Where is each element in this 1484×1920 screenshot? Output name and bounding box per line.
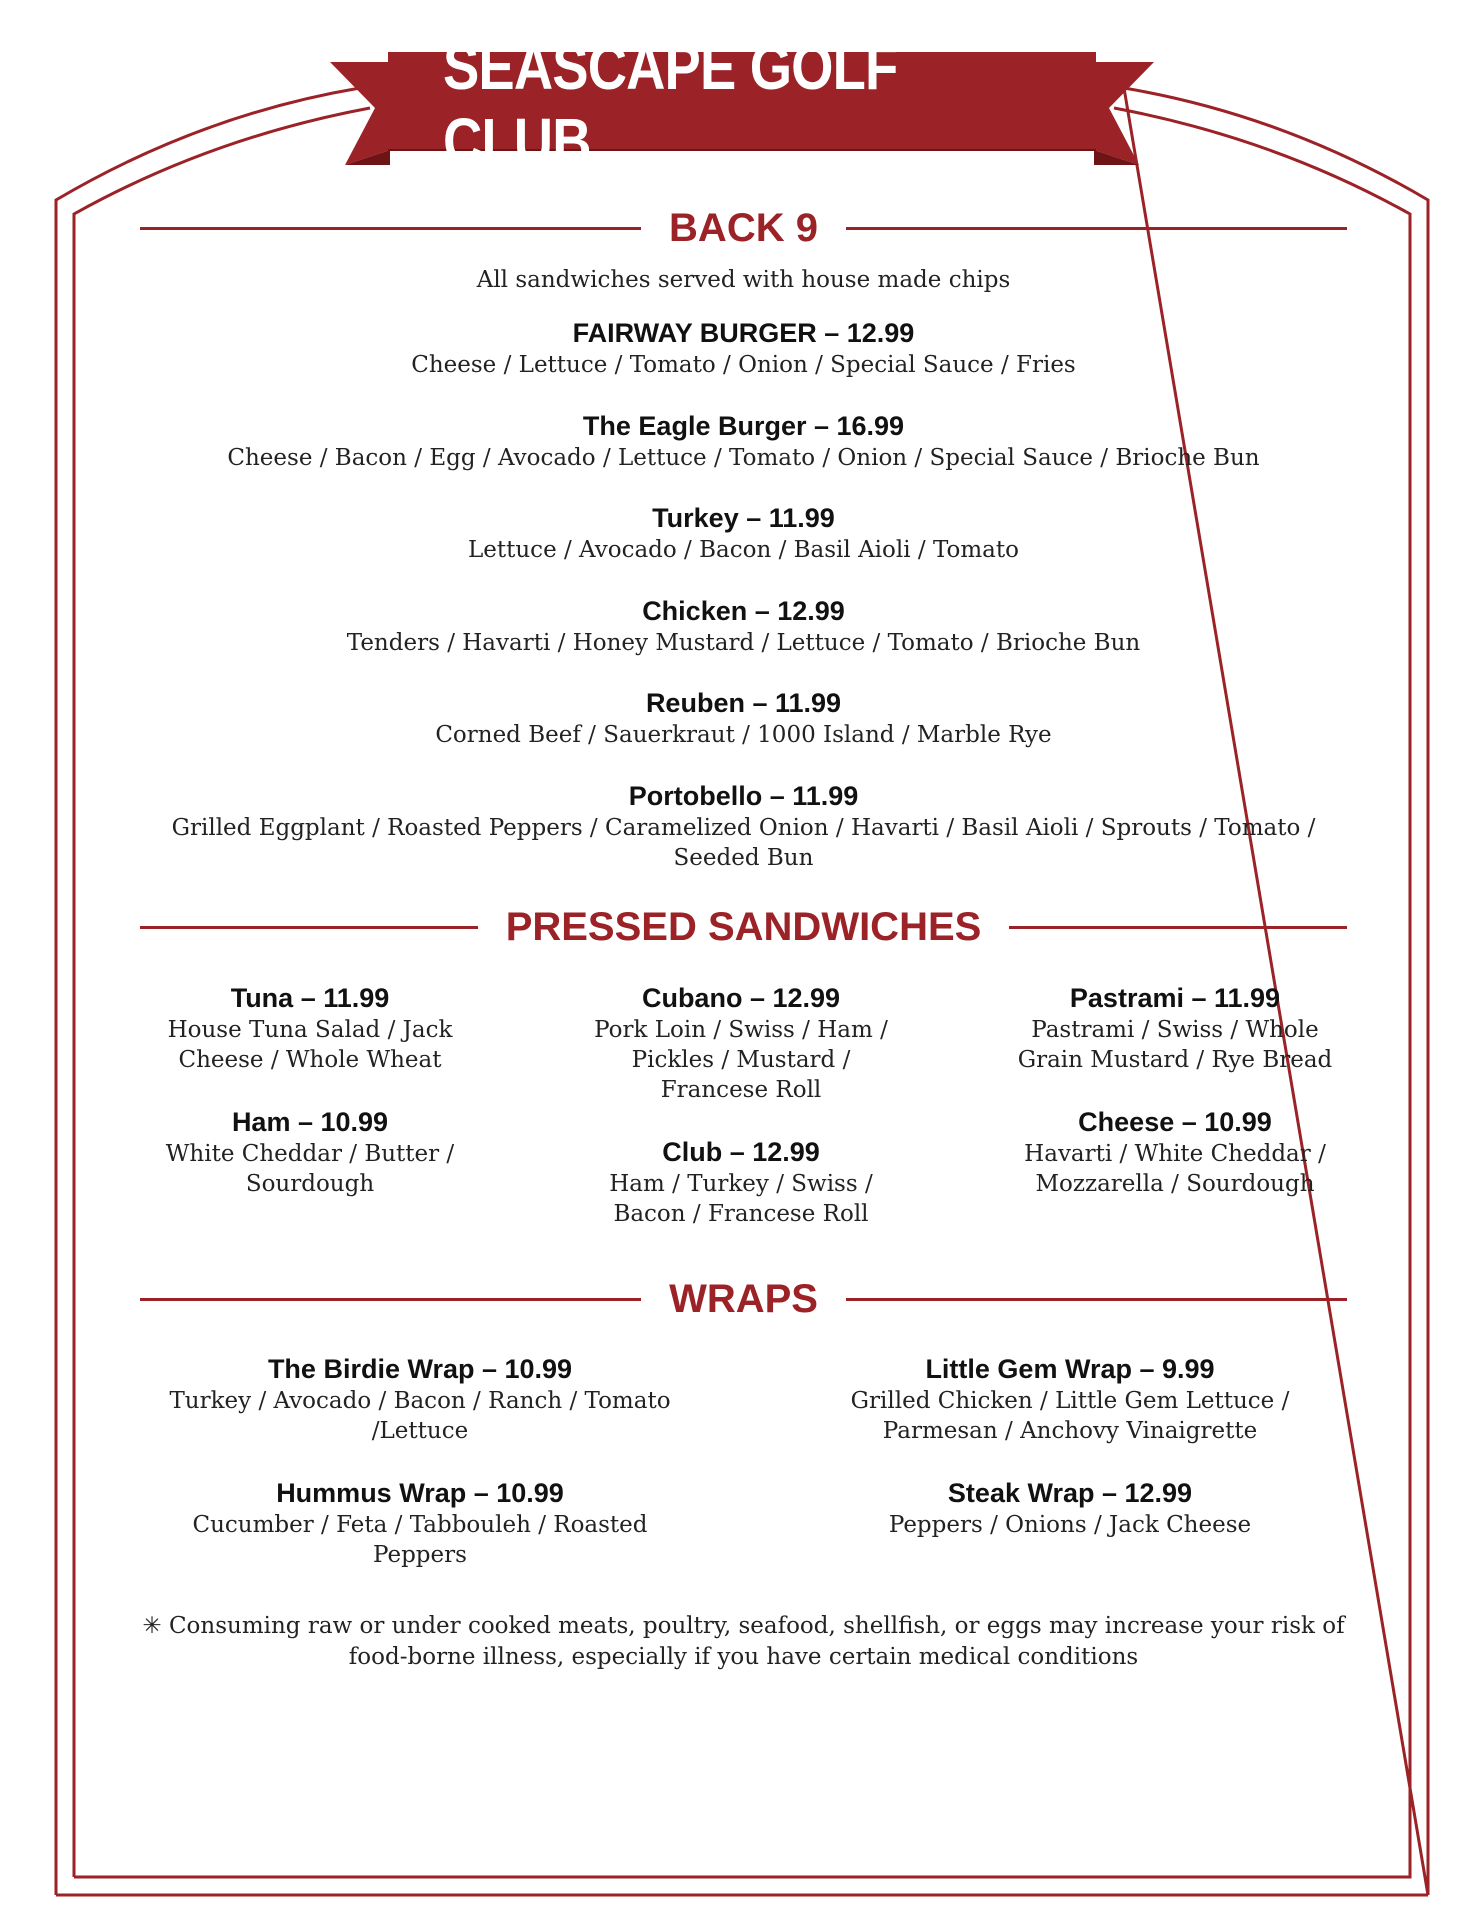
item-description: Peppers / Onions / Jack Cheese: [888, 1512, 1252, 1538]
section-header-pressed: [140, 902, 1347, 952]
item-title: The Birdie Wrap – 10.99: [267, 1354, 573, 1384]
section-header-wraps: [140, 1274, 1347, 1324]
menu-item: [165, 1476, 675, 1570]
section-title: BACK 9: [669, 205, 818, 250]
item-title: Cubano – 12.99: [641, 983, 841, 1013]
menu-item: [170, 779, 1317, 873]
item-description: Cucumber / Feta / Tabbouleh / Roasted Peppers: [192, 1512, 648, 1568]
section-title: PRESSED SANDWICHES: [505, 904, 982, 949]
item-description: Grilled Chicken / Little Gem Lettuce / Parmesan / Anchovy Vinaigrette: [850, 1388, 1290, 1444]
item-title: Steak Wrap – 12.99: [947, 1478, 1193, 1508]
item-title: Ham – 10.99: [231, 1107, 389, 1137]
item-title: Reuben – 11.99: [645, 688, 842, 718]
item-description: Lettuce / Avocado / Bacon / Basil Aioli / Tomato: [468, 537, 1019, 563]
menu-item: [160, 981, 460, 1075]
item-description: Tenders / Havarti / Honey Mustard / Lettuce / Tomato / Brioche Bun: [346, 630, 1141, 656]
item-title: Hummus Wrap – 10.99: [276, 1478, 564, 1508]
menu-item: [140, 409, 1347, 473]
item-description: Cheese / Bacon / Egg / Avocado / Lettuce / Tomato / Onion / Special Sauce / Brioche Bun: [227, 445, 1260, 471]
menu-item: [140, 594, 1347, 658]
divider: [140, 926, 478, 929]
divider: [140, 227, 641, 230]
item-description: Turkey / Avocado / Bacon / Ranch / Tomato /Lettuce: [169, 1388, 671, 1444]
intro-note: All sandwiches served with house made chips: [476, 267, 1011, 293]
restaurant-title: SEASCAPE GOLF CLUB: [442, 31, 898, 177]
section-header-back9: [140, 203, 1347, 253]
divider: [140, 1298, 641, 1301]
item-title: FAIRWAY BURGER – 12.99: [572, 318, 915, 348]
menu-item: [140, 501, 1347, 565]
menu-item: [160, 1105, 460, 1199]
item-title: Club – 12.99: [662, 1137, 820, 1167]
divider: [846, 227, 1347, 230]
menu-item: [840, 1352, 1300, 1446]
menu-item: [1010, 981, 1340, 1075]
item-title: Portobello – 11.99: [628, 781, 859, 811]
menu-item: [840, 1476, 1300, 1540]
item-description: House Tuna Salad / Jack Cheese / Whole Wheat: [167, 1017, 453, 1073]
item-title: Tuna – 11.99: [230, 983, 390, 1013]
item-title: Chicken – 12.99: [642, 596, 845, 626]
item-description: Pork Loin / Swiss / Ham / Pickles / Mustard / Francese Roll: [594, 1017, 888, 1103]
item-title: Pastrami – 11.99: [1069, 983, 1281, 1013]
item-title: Turkey – 11.99: [652, 503, 835, 533]
item-description: Grilled Eggplant / Roasted Peppers / Caramelized Onion / Havarti / Basil Aioli / Sprouts / Tomato / Seeded Bun: [171, 815, 1316, 871]
item-description: Corned Beef / Sauerkraut / 1000 Island / Marble Rye: [435, 722, 1052, 748]
item-title: Cheese – 10.99: [1078, 1107, 1272, 1137]
menu-item: [165, 1352, 675, 1446]
section-title: WRAPS: [669, 1276, 818, 1321]
menu-item: [586, 981, 896, 1105]
item-description: Pastrami / Swiss / Whole Grain Mustard / Rye Bread: [1017, 1017, 1333, 1073]
item-description: Ham / Turkey / Swiss / Bacon / Francese Roll: [609, 1171, 873, 1227]
divider: [846, 1298, 1347, 1301]
menu-item: [140, 686, 1347, 750]
menu-item: [586, 1135, 896, 1229]
item-description: Cheese / Lettuce / Tomato / Onion / Special Sauce / Fries: [411, 352, 1076, 378]
divider: [1009, 926, 1347, 929]
item-title: Little Gem Wrap – 9.99: [925, 1354, 1215, 1384]
item-title: The Eagle Burger – 16.99: [582, 411, 905, 441]
item-description: Havarti / White Cheddar / Mozzarella / Sourdough: [1024, 1141, 1326, 1197]
menu-item: [140, 316, 1347, 380]
health-disclaimer: ✳ Consuming raw or under cooked meats, poultry, seafood, shellfish, or eggs may increase your risk of food-borne illness, especially if you have certain medical conditions: [142, 1613, 1345, 1670]
item-description: White Cheddar / Butter / Sourdough: [165, 1141, 455, 1197]
menu-item: [1010, 1105, 1340, 1199]
